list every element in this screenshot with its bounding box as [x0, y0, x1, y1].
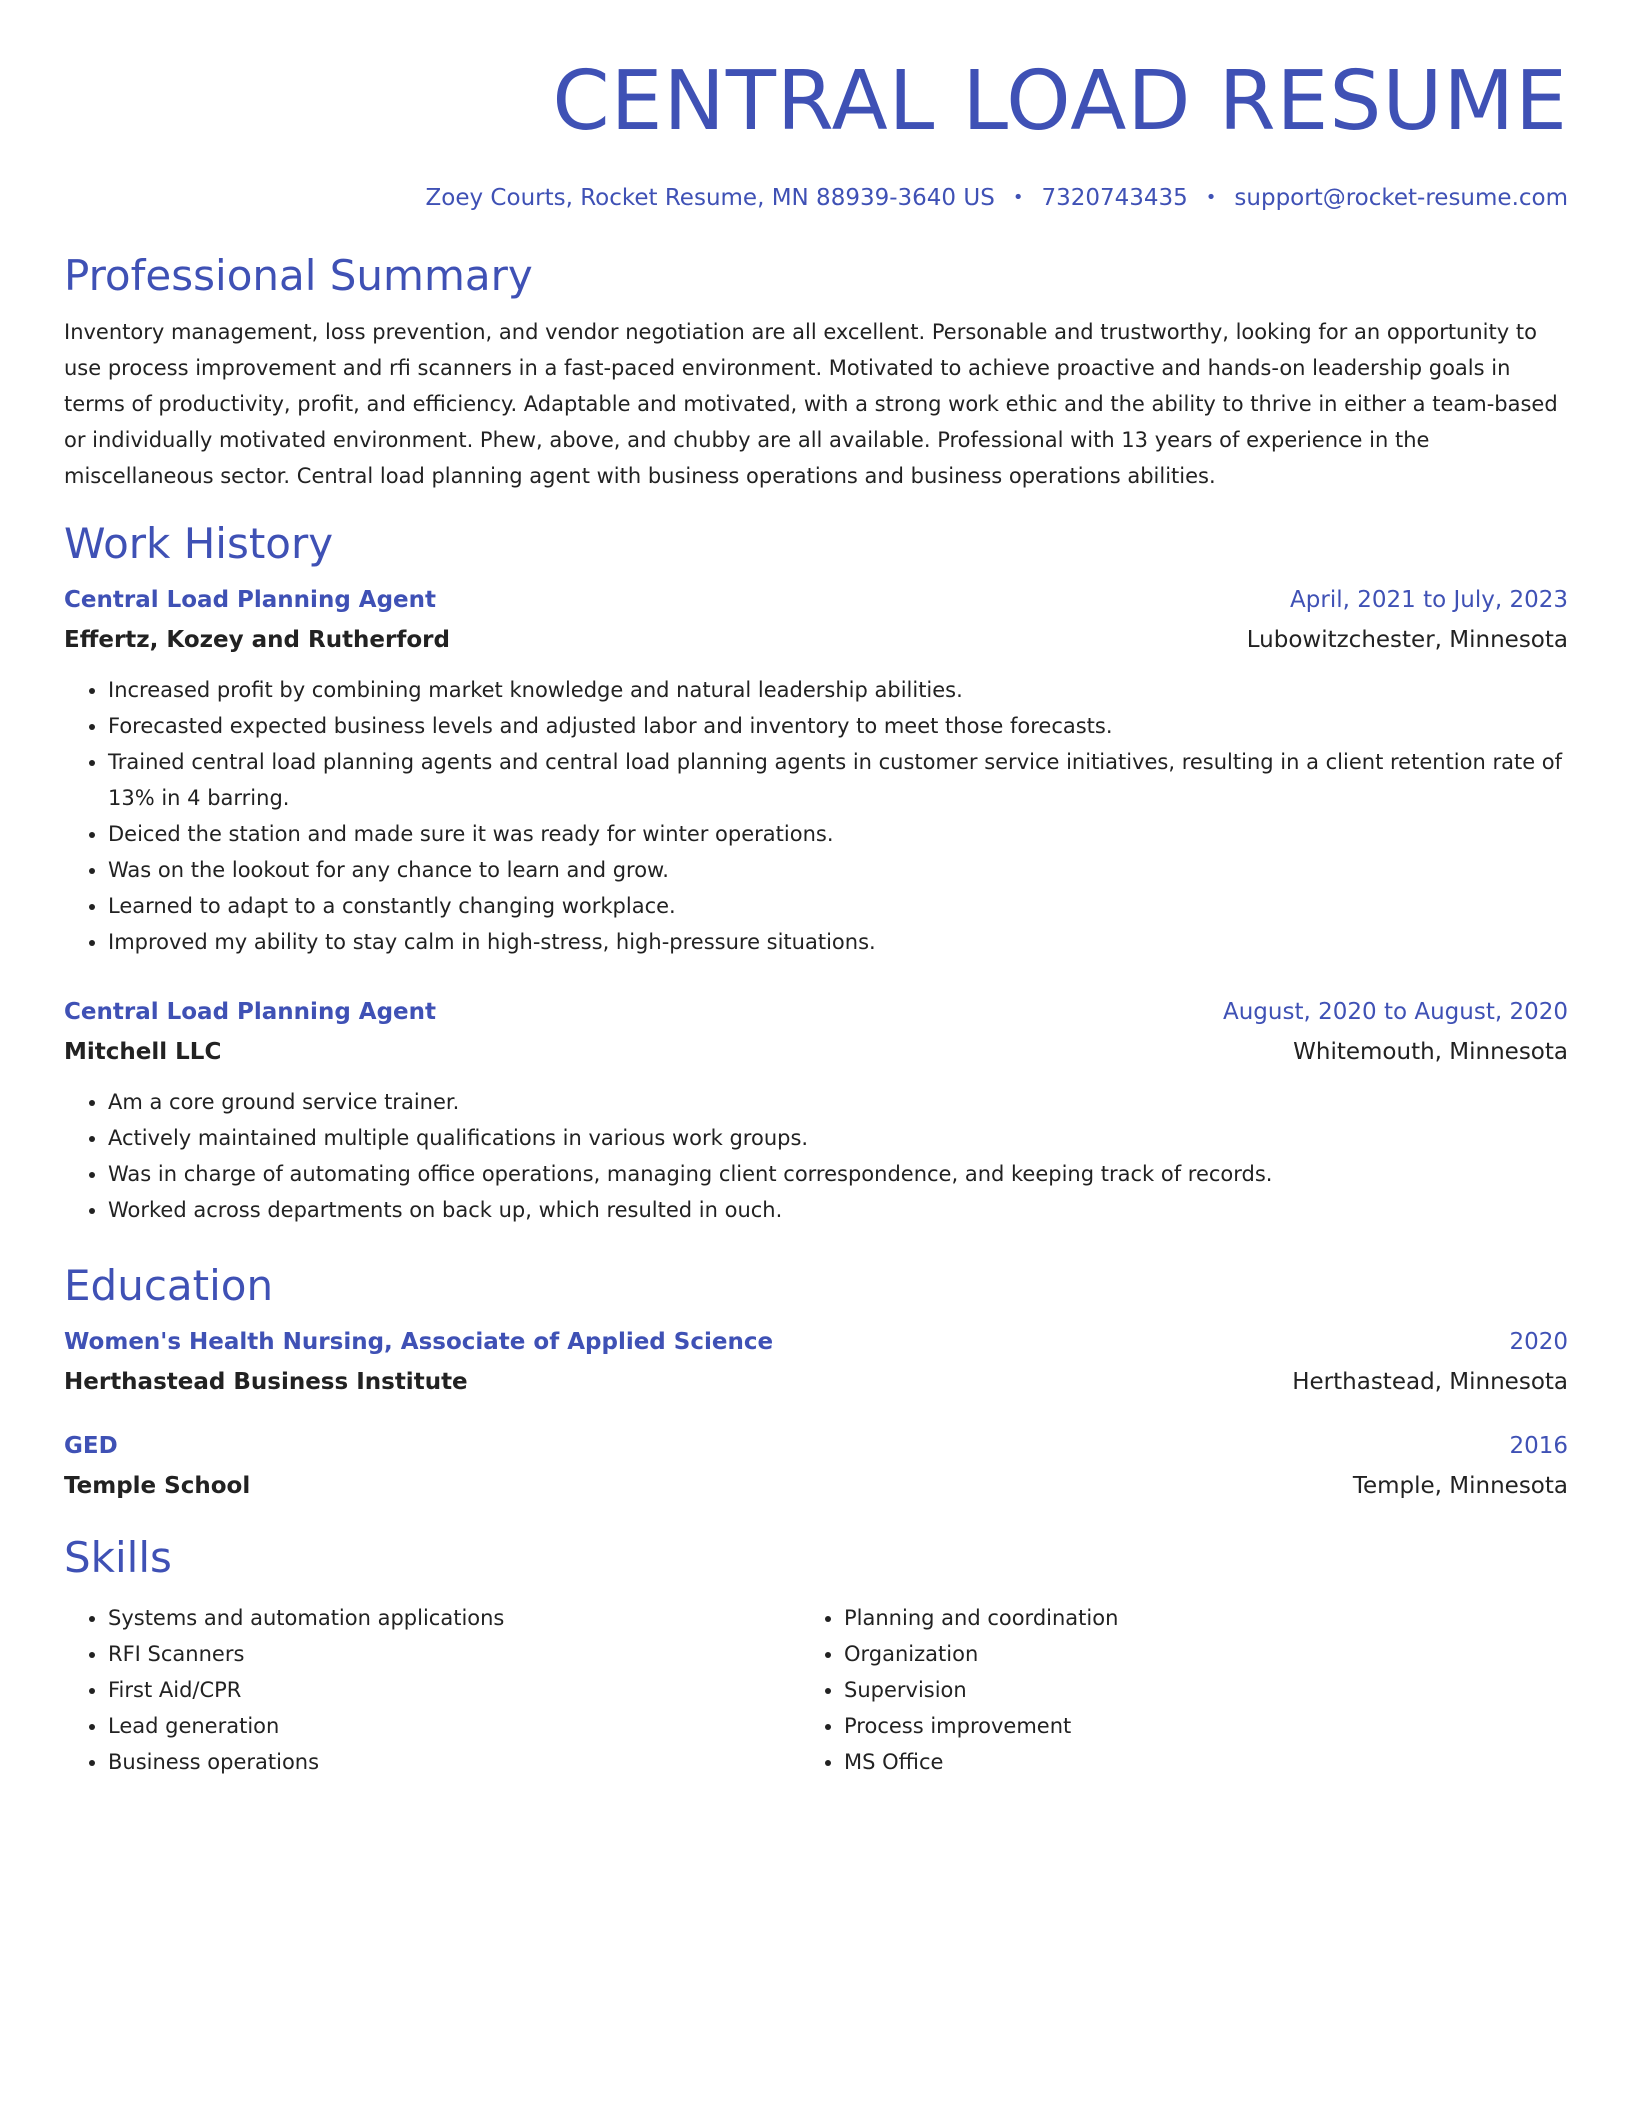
- job-title: Central Load Planning Agent: [64, 999, 437, 1025]
- list-item: • Systems and automation applications: [108, 1600, 800, 1636]
- job-dates: April, 2021 to July, 2023: [1290, 587, 1568, 613]
- list-item: • Am a core ground service trainer.: [108, 1084, 1568, 1120]
- contact-phone: 7320743435: [1041, 185, 1188, 211]
- list-item: • Deiced the station and made sure it was ready for winter operations.: [108, 816, 1568, 852]
- professional-summary-section: [64, 250, 1568, 494]
- job-bullets: [64, 672, 1568, 960]
- job-header-row: [64, 996, 1568, 1028]
- list-item: • Organization: [844, 1636, 1536, 1672]
- skills-column-right: [800, 1600, 1536, 1780]
- contact-separator: •: [1205, 187, 1217, 208]
- school-location: Temple, Minnesota: [1352, 1473, 1568, 1499]
- graduation-year: 2020: [1509, 1329, 1568, 1355]
- list-item: • RFI Scanners: [108, 1636, 800, 1672]
- list-item: • Supervision: [844, 1672, 1536, 1708]
- school-location: Herthastead, Minnesota: [1292, 1369, 1568, 1395]
- contact-line: [64, 182, 1568, 214]
- education-school-row: [64, 1366, 1568, 1398]
- job-bullets: [64, 1084, 1568, 1228]
- job-title: Central Load Planning Agent: [64, 587, 437, 613]
- contact-email[interactable]: support@rocket-resume.com: [1234, 185, 1568, 211]
- list-item: • Trained central load planning agents and central load planning agents in customer service initiatives, resulting in a client retention rate of 13% in 4 barring.: [108, 744, 1568, 816]
- list-item: • Improved my ability to stay calm in high-stress, high-pressure situations.: [108, 924, 1568, 960]
- list-item: • Actively maintained multiple qualifications in various work groups.: [108, 1120, 1568, 1156]
- resume-header: [64, 52, 1568, 214]
- job-dates: August, 2020 to August, 2020: [1223, 999, 1568, 1025]
- job-entry: [64, 584, 1568, 960]
- list-item: • First Aid/CPR: [108, 1672, 800, 1708]
- candidate-name: CENTRAL LOAD RESUME: [552, 54, 1568, 149]
- education-header-row: [64, 1430, 1568, 1462]
- section-title: Education: [64, 1261, 274, 1310]
- list-item: • Was in charge of automating office operations, managing client correspondence, and keeping track of records.: [108, 1156, 1568, 1192]
- skills-column-left: [64, 1600, 800, 1780]
- skills-section: [64, 1532, 1568, 1780]
- work-history-section: [64, 518, 1568, 1228]
- list-item: • Worked across departments on back up, which resulted in ouch.: [108, 1192, 1568, 1228]
- job-location: Lubowitzchester, Minnesota: [1246, 627, 1568, 653]
- education-header-row: [64, 1326, 1568, 1358]
- list-item: • Business operations: [108, 1744, 800, 1780]
- list-item: • Increased profit by combining market knowledge and natural leadership abilities.: [108, 672, 1568, 708]
- job-entry: [64, 996, 1568, 1228]
- job-company-row: [64, 624, 1568, 656]
- list-item: • MS Office: [844, 1744, 1536, 1780]
- school-name: Temple School: [64, 1473, 251, 1499]
- education-entry: [64, 1430, 1568, 1502]
- education-school-row: [64, 1470, 1568, 1502]
- section-title: Skills: [64, 1533, 172, 1582]
- job-company-row: [64, 1036, 1568, 1068]
- list-item: • Lead generation: [108, 1708, 800, 1744]
- degree: GED: [64, 1433, 118, 1459]
- graduation-year: 2016: [1509, 1433, 1568, 1459]
- section-title: Professional Summary: [64, 251, 533, 300]
- education-section: [64, 1260, 1568, 1502]
- section-title: Work History: [64, 519, 334, 568]
- education-entry: [64, 1326, 1568, 1398]
- skills-grid: [64, 1600, 1568, 1780]
- contact-separator: •: [1012, 187, 1024, 208]
- job-company: Effertz, Kozey and Rutherford: [64, 627, 450, 653]
- list-item: • Forecasted expected business levels and adjusted labor and inventory to meet those forecasts.: [108, 708, 1568, 744]
- list-item: • Learned to adapt to a constantly changing workplace.: [108, 888, 1568, 924]
- degree: Women's Health Nursing, Associate of Applied Science: [64, 1329, 774, 1355]
- contact-address: Zoey Courts, Rocket Resume, MN 88939-3640 US: [425, 185, 995, 211]
- school-name: Herthastead Business Institute: [64, 1369, 468, 1395]
- job-company: Mitchell LLC: [64, 1039, 222, 1065]
- list-item: • Process improvement: [844, 1708, 1536, 1744]
- summary-text: Inventory management, loss prevention, and vendor negotiation are all excellent. Personable and trustworthy, looking for an opportunity to use process improvement and rfi scanners in a fast-paced environment. Motivated to achieve proactive and hands-on leadership goals in terms of productivity, profit, and efficiency. Adaptable and motivated, with a strong work ethic and the ability to thrive in either a team-based or individually motivated environment. Phew, above, and chubby are all available. Professional with 13 years of experience in the miscellaneous sector. Central load planning agent with business operations and business operations abilities.: [64, 320, 1558, 488]
- job-header-row: [64, 584, 1568, 616]
- job-location: Whitemouth, Minnesota: [1293, 1039, 1568, 1065]
- list-item: • Planning and coordination: [844, 1600, 1536, 1636]
- list-item: • Was on the lookout for any chance to learn and grow.: [108, 852, 1568, 888]
